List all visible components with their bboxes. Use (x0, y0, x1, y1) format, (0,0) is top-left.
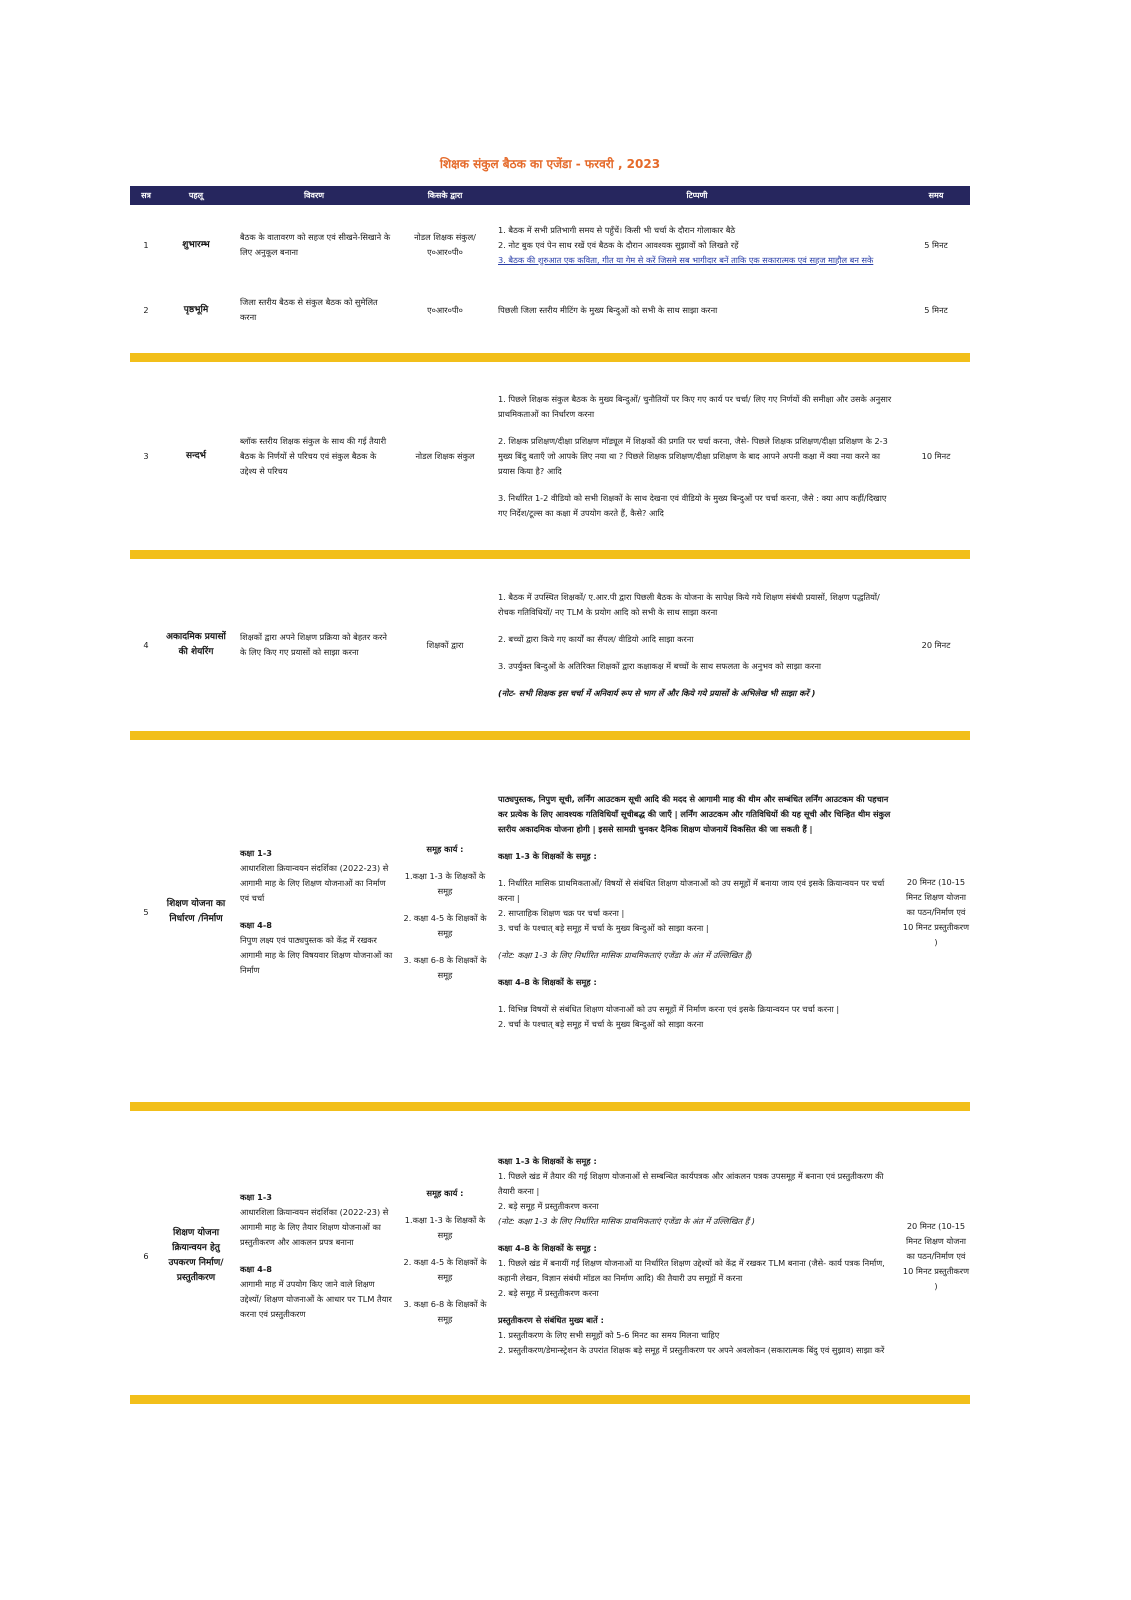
row-time: 20 मिनट (921, 639, 951, 650)
row-num: 2 (143, 304, 149, 315)
group-item: 1.कक्षा 1-3 के शिक्षकों के समूह (404, 1214, 486, 1240)
note-item: 1. पिछले शिक्षक संकुल बैठक के मुख्य बिन्दुओं/ चुनौतियों पर किए गए कार्य पर चर्चा/ लिए गए निर्णयों की समीक्षा और उसके अनुसार प्राथमिकताओं का निर्धारण करना (498, 393, 892, 419)
section-separator (130, 353, 970, 362)
note-item: पिछली जिला स्तरीय मीटिंग के मुख्य बिन्दुओं को सभी के साथ साझा करना (498, 304, 718, 315)
row-by: नोडल शिक्षक संकुल/ ए०आर०पी० (414, 232, 476, 257)
row-num: 5 (143, 906, 149, 917)
note-item: 2. बड़े समूह में प्रस्तुतीकरण करना (498, 1288, 599, 1298)
section-separator (130, 550, 970, 559)
desc-class-title: कक्षा 1-3 (240, 1192, 272, 1202)
header-num: सत्र (141, 191, 151, 200)
table-row (130, 1117, 970, 1395)
header-by: किसके द्वारा (427, 191, 463, 200)
table-row (130, 205, 970, 285)
note-remark: (नोट- सभी शिक्षक इस चर्चा में अनिवार्य रूप से भाग लें और किये गये प्रयासों के अभिलेख भी साझा करें ) (498, 687, 816, 698)
note-item: 1. पिछले खंड में बनायीं गई शिक्षण योजनाओं या निर्धारित शिक्षण उद्देश्यों को केंद्र में रखकर TLM बनाना (जैसे- कार्य पत्रक निर्माण, कहानी लेखन, विज्ञान संबंधी मॉडल का निर्माण आदि) की तैयारी उप समूहों में करना (498, 1258, 885, 1283)
row-notes (492, 362, 902, 550)
table-row (130, 285, 970, 335)
group-title: कक्षा 1-3 के शिक्षकों के समूह : (498, 851, 597, 861)
note-item: 1. पिछले खंड में तैयार की गई शिक्षण योजनाओं से सम्बन्धित कार्यपत्रक और आंकलन पत्रक उपसमूह में बनाना एवं प्रस्तुतीकरण की तैयारी करना | (498, 1171, 884, 1196)
desc-class-title: कक्षा 1-3 (240, 848, 272, 858)
note-link[interactable]: 3. बैठक की शुरुआत एक कविता, गीत या गेम से करें जिसमे सब भागीदार बनें ताकि एक सकारात्मक एवं सहज माहौल बन सके (498, 254, 874, 265)
row-by: ए०आर०पी० (427, 304, 463, 315)
note-item: 2. नोट बुक एवं पेन साथ रखें एवं बैठक के दौरान आवश्यक सुझावों को लिखते रहें (498, 239, 739, 250)
row-by (398, 1117, 492, 1395)
note-item: 2. चर्चा के पश्चात् बड़े समूह में चर्चा के मुख्य बिन्दुओं को साझा करना (498, 1019, 704, 1029)
page-title: शिक्षक संकुल बैठक का एजेंडा - फरवरी , 2023 (439, 157, 661, 171)
row-by: नोडल शिक्षक संकुल (415, 450, 475, 461)
row-time: 5 मिनट (924, 239, 948, 250)
row-notes (492, 740, 902, 1084)
row-step: सन्दर्भ (186, 450, 206, 461)
note-item: 3. निर्धारित 1-2 वीडियो को सभी शिक्षकों के साथ देखना एवं वीडियो के मुख्य बिन्दुओं पर चर्चा करना, जैसे : क्या आप कहीं/दिखाए गए निर्देश/टूल्स का कक्षा में उपयोग करते हैं, कैसे? आदि (498, 492, 887, 518)
note-item: 2. साप्ताहिक शिक्षण चक्र पर चर्चा करना | (498, 908, 625, 918)
row-by (398, 740, 492, 1084)
note-item: 1. विभिन्न विषयों से संबंधित शिक्षण योजनाओं को उप समूहों में निर्माण करना एवं इसके क्रियान्वयन पर चर्चा करना | (498, 1004, 840, 1014)
table-row (130, 740, 970, 1084)
row-step: पृष्ठभूमि (183, 304, 209, 315)
row-by: शिक्षकों द्वारा (426, 639, 464, 650)
row-notes (492, 205, 902, 285)
desc-class-text: आगामी माह में उपयोग किए जाने वाले शिक्षण उद्देश्यों/ शिक्षण योजनाओं के आधार पर TLM तैयार करना एवं प्रस्तुतीकरण (240, 1279, 392, 1319)
desc-class-text: निपुण लक्ष्य एवं पाठ्यपुस्तक को केंद्र में रखकर आगामी माह के लिए विषयवार शिक्षण योजनाओं का निर्माण (240, 935, 393, 975)
row-step: शिक्षण योजना क्रियान्वयन हेतु उपकरण निर्माण/ प्रस्तुतीकरण (168, 1228, 224, 1283)
row-desc: बैठक के वातावरण को सहज एवं सीखने-सिखाने के लिए अनुकूल बनाना (240, 232, 391, 257)
header-desc: विवरण (303, 191, 325, 200)
note-item: 1. बैठक में सभी प्रतिभागी समय से पहुँचें। किसी भी चर्चा के दौरान गोलाकार बैठे (498, 224, 736, 235)
note-item: 3. उपर्युक्त बिन्दुओं के अतिरिक्त शिक्षकों द्वारा कक्षाकक्ष में बच्चों के साथ सफलता के अनुभव को साझा करना (498, 660, 822, 671)
note-item: 2. बड़े समूह में प्रस्तुतीकरण करना (498, 1201, 599, 1211)
group-title: कक्षा 4-8 के शिक्षकों के समूह : (498, 1243, 597, 1253)
table-header (130, 186, 970, 205)
row-notes (492, 285, 902, 335)
row-step: शिक्षण योजना का निर्धारण /निर्माण (166, 899, 226, 924)
row-time: 20 मिनट (10-15 मिनट शिक्षण योजना का पठन/निर्माण एवं 10 मिनट प्रस्तुतीकरण ) (902, 876, 970, 947)
row-desc: जिला स्तरीय बैठक से संकुल बैठक को सुमेलित करना (240, 297, 378, 322)
desc-class-text: आधारशिला क्रियान्वयन संदर्शिका (2022-23) से आगामी माह के लिए तैयार शिक्षण योजनाओं का प्रस्तुतीकरण और आकलन प्रपत्र बनाना (240, 1207, 389, 1247)
row-notes (492, 1117, 902, 1395)
row-desc: शिक्षकों द्वारा अपने शिक्षण प्रक्रिया को बेहतर करने के लिए किए गए प्रयासों को साझा करना (240, 632, 387, 657)
row-desc (230, 740, 398, 1084)
row-step: अकादमिक प्रयासों की शेयरिंग (166, 632, 226, 657)
section-separator (130, 1395, 970, 1404)
desc-class-title: कक्षा 4-8 (240, 920, 272, 930)
group-work-title: समूह कार्य : (426, 843, 464, 854)
header-notes: टिप्पणी (686, 191, 708, 200)
row-num: 3 (143, 450, 149, 461)
note-item: 2. बच्चों द्वारा किये गए कार्यों का सैंपल/ वीडियो आदि साझा करना (498, 633, 694, 644)
agenda-table (130, 186, 970, 1404)
group-item: 2. कक्षा 4-5 के शिक्षकों के समूह (403, 1256, 487, 1282)
note-item: 1. बैठक में उपस्थित शिक्षकों/ ए.आर.पी द्वारा पिछली बैठक के योजना के सापेक्ष किये गये शिक्षण संबंधी प्रयासों, शिक्षण पद्धतियों/ रोचक गतिविधियों/ नए TLM के प्रयोग आदि को सभी के साथ साझा करना (498, 591, 880, 617)
desc-class-text: आधारशिला क्रियान्वयन संदर्शिका (2022-23) से आगामी माह के लिए शिक्षण योजनाओं का निर्माण एवं चर्चा (240, 863, 389, 903)
desc-class-title: कक्षा 4-8 (240, 1264, 272, 1274)
note-intro: पाठ्यपुस्तक, निपुण सूची, लर्निंग आउटकम सूची आदि की मदद से आगामी माह की थीम और सम्बंधित लर्निंग आउटकम की पहचान कर प्रत्येक के लिए आवश्यक गतिविधियाँ सूचीबद्ध की जाएँ | लर्निंग आउटकम और गतिविधियों की यह सूची और चिन्हित थीम संकुल स्तरीय अकादमिक योजना होगी | इससे सामग्री चुनकर दैनिक शिक्षण योजनायें विकसित की जा सकती हैं | (498, 794, 891, 834)
group-item: 1.कक्षा 1-3 के शिक्षकों के समूह (404, 870, 486, 896)
table-row (130, 362, 970, 550)
group-item: 2. कक्षा 4-5 के शिक्षकों के समूह (403, 912, 487, 938)
group-title: प्रस्तुतीकरण से संबंधित मुख्य बातें : (498, 1315, 604, 1325)
section-separator (130, 731, 970, 740)
row-desc (230, 1117, 398, 1395)
note-item: 3. चर्चा के पश्चात् बड़े समूह में चर्चा के मुख्य बिन्दुओं को साझा करना | (498, 923, 709, 933)
header-time: समय (928, 191, 944, 200)
group-item: 3. कक्षा 6-8 के शिक्षकों के समूह (403, 954, 487, 980)
row-time: 20 मिनट (10-15 मिनट शिक्षण योजना का पठन/निर्माण एवं 10 मिनट प्रस्तुतीकरण ) (902, 1220, 970, 1291)
row-desc: ब्लॉक स्तरीय शिक्षक संकुल के साथ की गई तैयारी बैठक के निर्णयों से परिचय एवं संकुल बैठक के उद्देश्य से परिचय (240, 435, 387, 476)
note-item: 2. प्रस्तुतीकरण/डेमान्स्ट्रेशन के उपरांत शिक्षक बड़े समूह में प्रस्तुतीकरण पर अपने अवलोकन (सकारात्मक बिंदु एवं सुझाव) साझा करें (498, 1345, 885, 1355)
header-step: पहलू (188, 191, 204, 200)
group-work-title: समूह कार्य : (426, 1187, 464, 1198)
section-separator (130, 1102, 970, 1111)
row-time: 5 मिनट (924, 304, 948, 315)
note-item: 2. शिक्षक प्रशिक्षण/दीक्षा प्रशिक्षण मॉड्यूल में शिक्षकों की प्रगति पर चर्चा करना, जैसे- पिछले शिक्षक प्रशिक्षण/दीक्षा प्रशिक्षण के 2-3 मुख्य बिंदु बताएँ जो आपके लिए नया था ? पिछले शिक्षक प्रशिक्षण/दीक्षा प्रशिक्षण के बाद आपने अपनी कक्षा में क्या नया करने का प्रयास किया है? आदि (498, 435, 888, 476)
table-row (130, 559, 970, 731)
row-num: 1 (143, 239, 149, 250)
group-title: कक्षा 1-3 के शिक्षकों के समूह : (498, 1156, 597, 1166)
row-num: 6 (143, 1250, 149, 1261)
row-time: 10 मिनट (921, 450, 951, 461)
group-item: 3. कक्षा 6-8 के शिक्षकों के समूह (403, 1298, 487, 1324)
note-remark: (नोट: कक्षा 1-3 के लिए निर्धारित मासिक प्राथमिकताएं एजेंडा के अंत में उल्लिखित हैं) (498, 950, 753, 960)
row-notes (492, 559, 902, 731)
row-step: शुभारम्भ (182, 239, 210, 250)
note-remark: (नोट: कक्षा 1-3 के लिए निर्धारित मासिक प्राथमिकताएं एजेंडा के अंत में उल्लिखित हैं ) (498, 1216, 755, 1226)
row-num: 4 (143, 639, 149, 650)
group-title: कक्षा 4-8 के शिक्षकों के समूह : (498, 977, 597, 987)
note-item: 1. निर्धारित मासिक प्राथमिकताओं/ विषयों से संबंधित शिक्षण योजनाओं को उप समूहों में बनाया जाय एवं इसके क्रियान्वयन पर चर्चा करना | (498, 878, 885, 903)
note-item: 1. प्रस्तुतीकरण के लिए सभी समूहों को 5-6 मिनट का समय मिलना चाहिए (498, 1330, 720, 1340)
